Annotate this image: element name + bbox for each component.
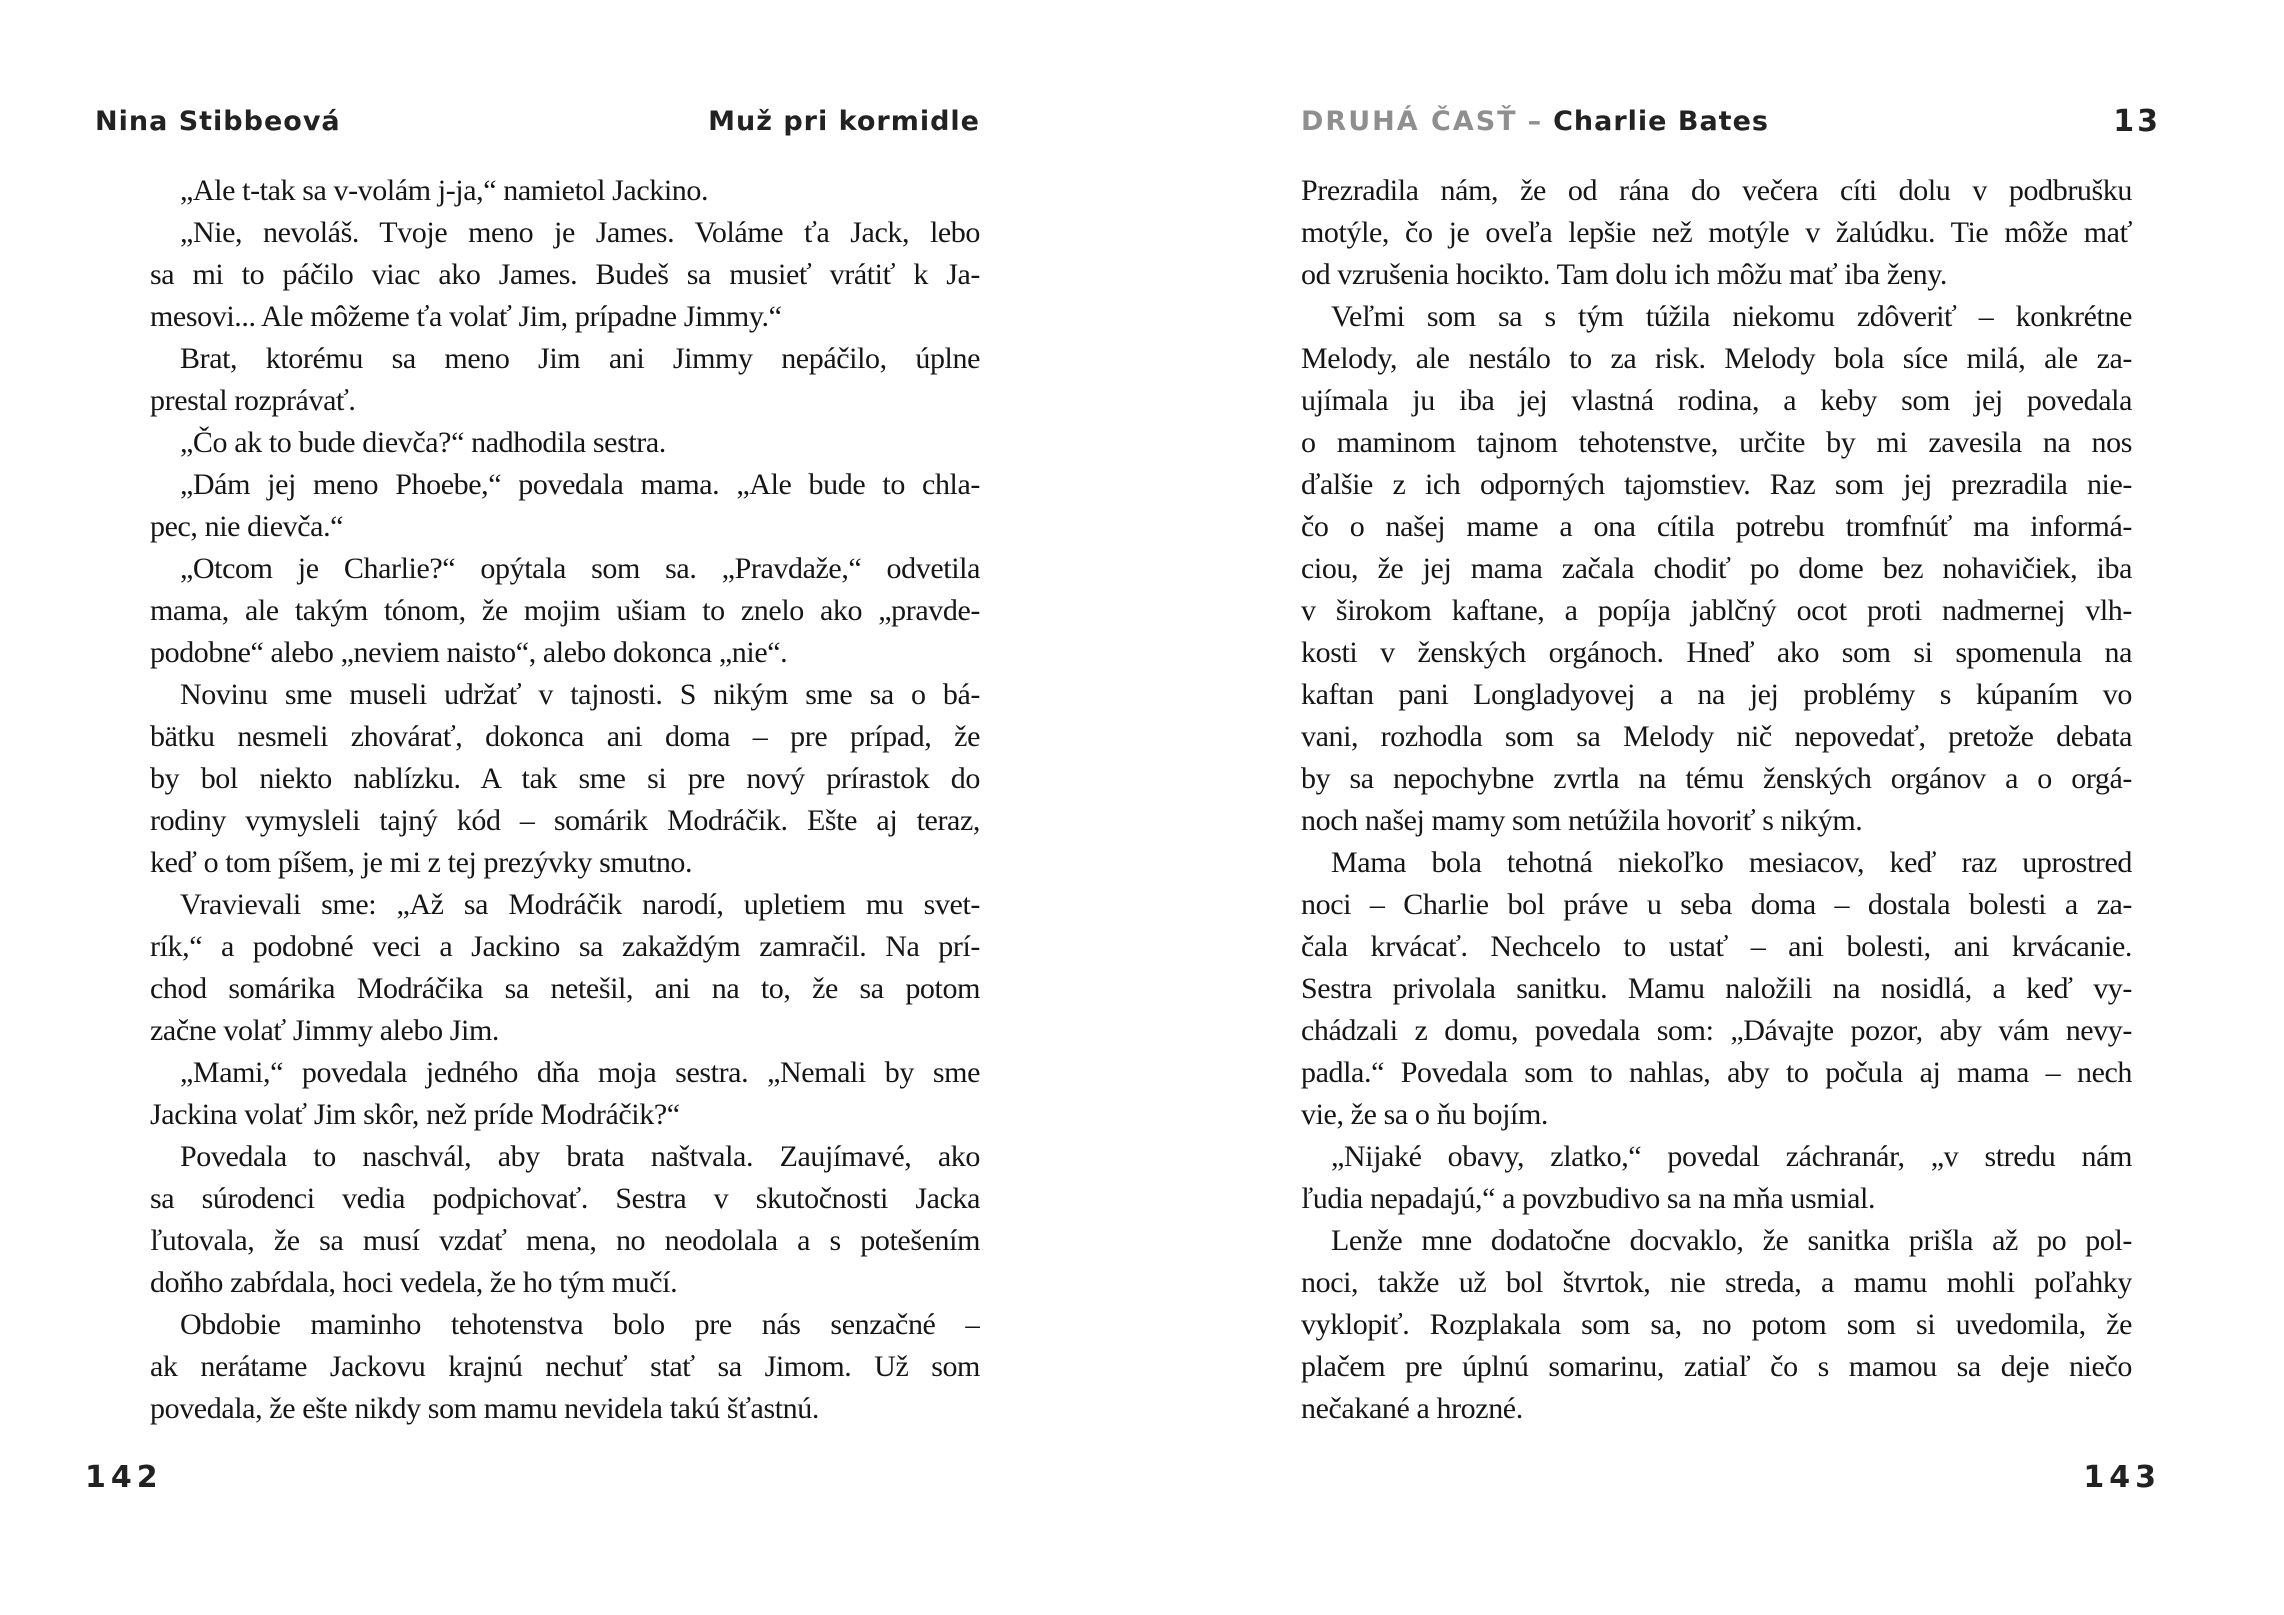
text-line: Melody, ale nestálo to za risk. Melody bola síce milá, ale za- — [1301, 342, 2132, 375]
text-line: chádzali z domu, povedala som: „Dávajte pozor, aby vám nevy- — [1301, 1014, 2132, 1047]
running-header-author: Nina Stibbeová — [95, 106, 341, 137]
text-line: Obdobie maminho tehotenstva bolo pre nás senzačné – — [180, 1308, 980, 1341]
text-line: mesovi... Ale môžeme ťa volať Jim, prípadne Jimmy.“ — [150, 300, 782, 333]
text-line: keď o tom píšem, je mi z tej prezývky smutno. — [150, 846, 693, 879]
text-line: Mama bola tehotná niekoľko mesiacov, keď raz uprostred — [1331, 846, 2132, 879]
text-line: povedala, že ešte nikdy som mamu nevidela takú šťastnú. — [150, 1392, 819, 1425]
running-header-part-label: DRUHÁ ČASŤ — [1301, 106, 1518, 137]
text-line: „Nie, nevoláš. Tvoje meno je James. Voláme ťa Jack, lebo — [180, 216, 980, 249]
text-line: doňho zabŕdala, hoci vedela, že ho tým mučí. — [150, 1266, 678, 1299]
text-line: v širokom kaftane, a popíja jablčný ocot proti nadmernej vlh- — [1301, 594, 2132, 627]
text-line: Lenže mne dodatočne docvaklo, že sanitka prišla až po pol- — [1331, 1224, 2132, 1257]
running-header-separator: – — [1527, 106, 1544, 137]
text-line: vani, rozhodla som sa Melody nič nepovedať, pretože debata — [1301, 720, 2132, 753]
text-line: Novinu sme museli udržať v tajnosti. S nikým sme sa o bá- — [180, 678, 980, 711]
text-line: rík,“ a podobné veci a Jackino sa zakaždým zamračil. Na prí- — [150, 930, 980, 963]
text-line: o maminom tajnom tehotenstve, určite by mi zavesila na nos — [1301, 426, 2132, 459]
page-number-left: 142 — [85, 1460, 163, 1495]
text-line: by sa nepochybne zvrtla na tému ženských orgánov a o orgá- — [1301, 762, 2132, 795]
text-line: Jackina volať Jim skôr, než príde Modráčik?“ — [150, 1098, 680, 1131]
text-line: vyklopiť. Rozplakala som sa, no potom som si uvedomila, že — [1301, 1308, 2132, 1341]
text-line: čala krvácať. Nechcelo to ustať – ani bolesti, ani krvácanie. — [1301, 930, 2132, 963]
running-header-chapter-title: Charlie Bates — [1553, 106, 1769, 137]
text-line: „Mami,“ povedala jedného dňa moja sestra. „Nemali by sme — [180, 1056, 980, 1089]
text-line: by bol niekto nablízku. A tak sme si pre nový prírastok do — [150, 762, 980, 795]
text-line: bätku nesmeli zhovárať, dokonca ani doma – pre prípad, že — [150, 720, 980, 753]
text-line: motýle, čo je oveľa lepšie než motýle v žalúdku. Tie môže mať — [1301, 216, 2132, 249]
text-line: plačem pre úplnú somarinu, zatiaľ čo s mamou sa deje niečo — [1301, 1350, 2132, 1383]
text-line: ujímala ju iba jej vlastná rodina, a keby som jej povedala — [1301, 384, 2132, 417]
text-line: ďalšie z ich odporných tajomstiev. Raz som jej prezradila nie- — [1301, 468, 2132, 501]
text-line: od vzrušenia hocikto. Tam dolu ich môžu mať iba ženy. — [1301, 258, 1948, 291]
text-line: kaftan pani Longladyovej a na jej problémy s kúpaním vo — [1301, 678, 2132, 711]
text-line: vie, že sa o ňu bojím. — [1301, 1098, 1548, 1131]
text-line: začne volať Jimmy alebo Jim. — [150, 1014, 500, 1047]
text-line: „Dám jej meno Phoebe,“ povedala mama. „Ale bude to chla- — [180, 468, 980, 501]
text-line: Brat, ktorému sa meno Jim ani Jimmy nepáčilo, úplne — [180, 342, 980, 375]
text-line: čo o našej mame a ona cítila potrebu tromfnúť ma informá- — [1301, 510, 2132, 543]
header-chapter-number: 13 — [2113, 104, 2161, 139]
text-line: Povedala to naschvál, aby brata naštvala. Zaujímavé, ako — [180, 1140, 980, 1173]
text-line: mama, ale takým tónom, že mojim ušiam to znelo ako „pravde- — [150, 594, 980, 627]
left-page-text — [150, 170, 980, 1430]
text-line: sa súrodenci vedia podpichovať. Sestra v skutočnosti Jacka — [150, 1182, 980, 1215]
text-line: chod somárika Modráčika sa netešil, ani na to, že sa potom — [150, 972, 980, 1005]
text-line: nečakané a hrozné. — [1301, 1392, 1523, 1425]
right-page-text — [1301, 170, 2132, 1430]
text-line: Prezradila nám, že od rána do večera cíti dolu v podbrušku — [1301, 174, 2132, 207]
text-line: pec, nie dievča.“ — [150, 510, 344, 543]
text-line: kosti v ženských orgánoch. Hneď ako som si spomenula na — [1301, 636, 2132, 669]
text-line: Sestra privolala sanitku. Mamu naložili na nosidlá, a keď vy- — [1301, 972, 2132, 1005]
text-line: Veľmi som sa s tým túžila niekomu zdôveriť – konkrétne — [1331, 300, 2132, 333]
text-line: „Čo ak to bude dievča?“ nadhodila sestra. — [180, 426, 666, 459]
text-line: podobne“ alebo „neviem naisto“, alebo dokonca „nie“. — [150, 636, 788, 669]
text-line: prestal rozprávať. — [150, 384, 356, 417]
text-line: noci, takže už bol štvrtok, nie streda, a mamu mohli poľahky — [1301, 1266, 2132, 1299]
text-line: „Nijaké obavy, zlatko,“ povedal záchranár, „v stredu nám — [1331, 1140, 2132, 1173]
text-line: ľudia nepadajú,“ a povzbudivo sa na mňa usmial. — [1301, 1182, 1876, 1215]
text-line: ciou, že jej mama začala chodiť po dome bez nohavičiek, iba — [1301, 552, 2132, 585]
text-line: ak nerátame Jackovu krajnú nechuť stať sa Jimom. Už som — [150, 1350, 980, 1383]
running-header-book-title: Muž pri kormidle — [708, 106, 980, 137]
page-number-right: 143 — [2083, 1460, 2161, 1495]
text-line: noch našej mamy som netúžila hovoriť s nikým. — [1301, 804, 1863, 837]
text-line: „Otcom je Charlie?“ opýtala som sa. „Pravdaže,“ odvetila — [180, 552, 980, 585]
text-line: noci – Charlie bol práve u seba doma – dostala bolesti a za- — [1301, 888, 2132, 921]
text-line: ľutovala, že sa musí vzdať mena, no neodolala a s potešením — [150, 1224, 980, 1257]
text-line: „Ale t-tak sa v-volám j-ja,“ namietol Jackino. — [180, 174, 709, 207]
text-line: rodiny vymysleli tajný kód – somárik Modráčik. Ešte aj teraz, — [150, 804, 980, 837]
text-line: padla.“ Povedala som to nahlas, aby to počula aj mama – nech — [1301, 1056, 2132, 1089]
text-line: Vravievali sme: „Až sa Modráčik narodí, upletiem mu svet- — [180, 888, 980, 921]
text-line: sa mi to páčilo viac ako James. Budeš sa musieť vrátiť k Ja- — [150, 258, 980, 291]
